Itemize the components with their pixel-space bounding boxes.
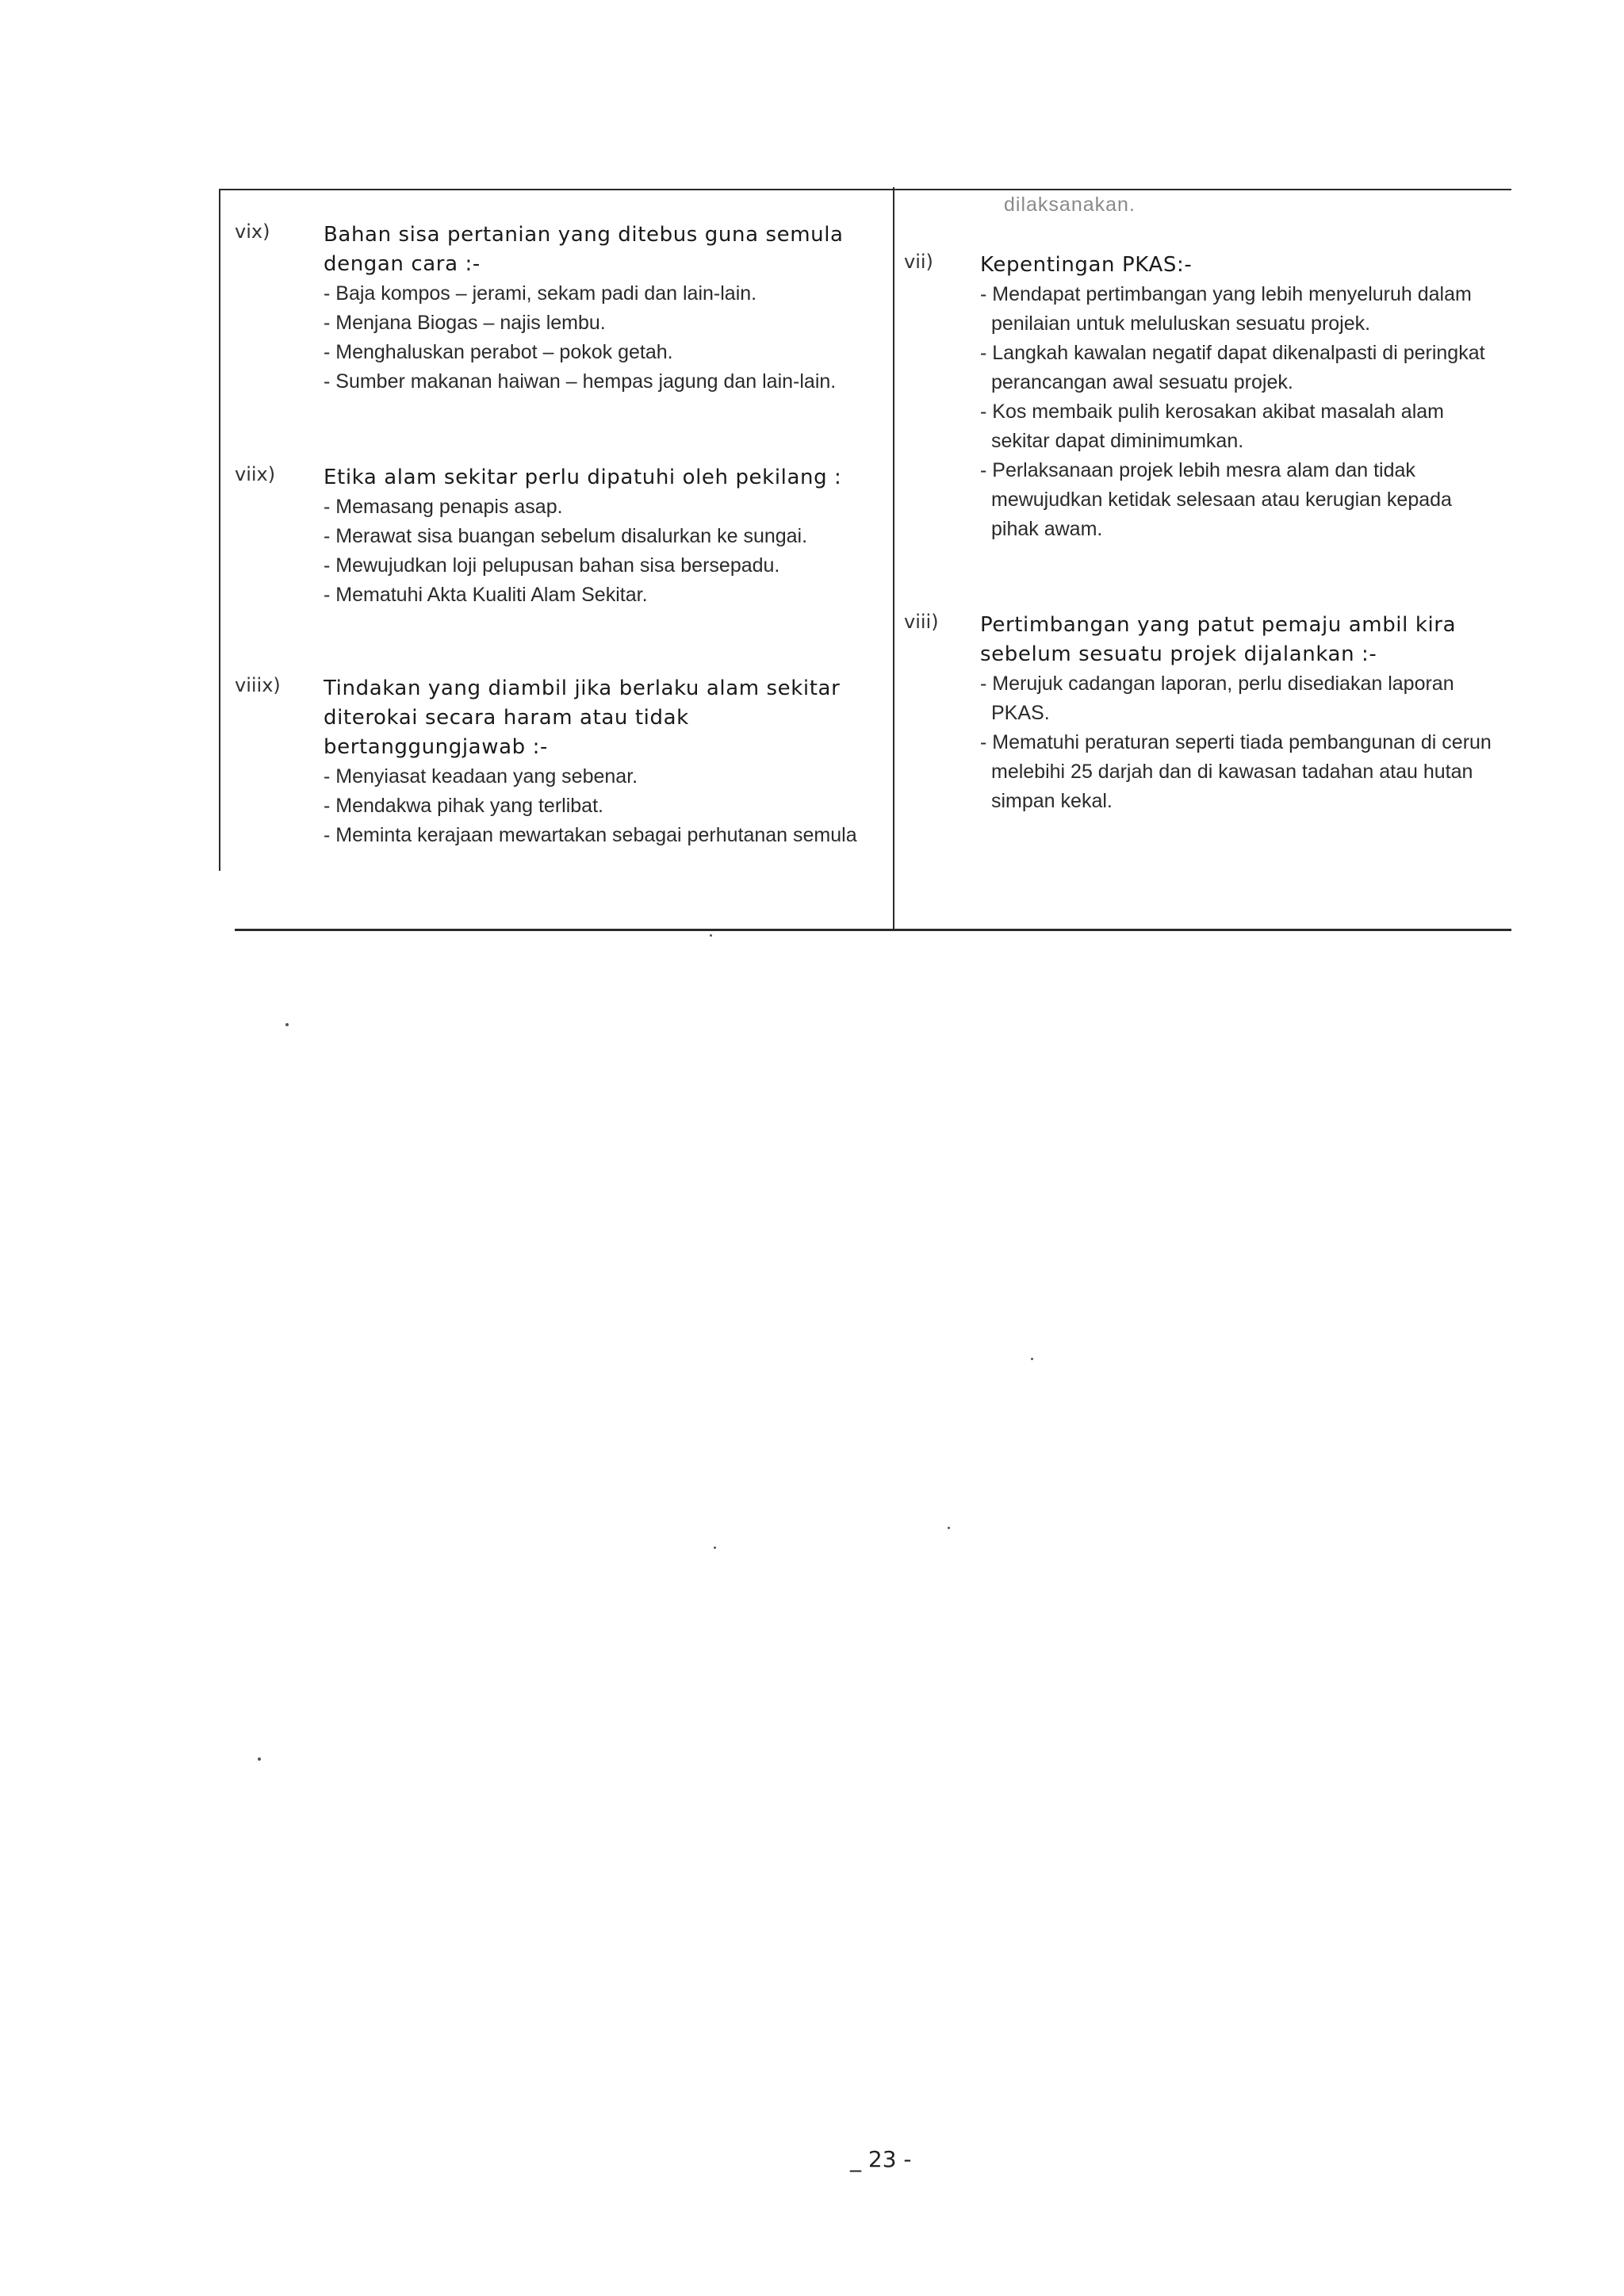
item-content — [980, 251, 1503, 544]
item-number: viii) — [904, 611, 939, 633]
item-heading: Kepentingan PKAS:- — [980, 253, 1193, 277]
item-content — [324, 463, 894, 610]
scan-speck — [714, 1547, 716, 1549]
item-heading: Bahan sisa pertanian yang ditebus guna semula dengan cara :- — [324, 223, 844, 276]
bullet: - Menghaluskan perabot – pokok getah. — [324, 341, 673, 363]
bullet: - Menjana Biogas – najis lembu. — [324, 312, 606, 334]
bullet: - Mendakwa pihak yang terlibat. — [324, 795, 603, 817]
item-heading: Tindakan yang diambil jika berlaku alam sekitar diterokai secara haram atau tidak bertanggungjawab :- — [324, 677, 841, 759]
table-top-rule — [219, 189, 1511, 190]
bullet: - Perlaksanaan projek lebih mesra alam dan tidak mewujudkan ketidak selesaan atau kerugian kepada pihak awam. — [980, 459, 1452, 540]
page-number: _ 23 - — [850, 2146, 912, 2172]
item-number: vii) — [904, 251, 933, 273]
bullet: - Sumber makanan haiwan – hempas jagung dan lain-lain. — [324, 370, 837, 393]
scan-speck — [285, 1023, 289, 1026]
bullet: - Mendapat pertimbangan yang lebih menyeluruh dalam penilaian untuk meluluskan sesuatu projek. — [980, 283, 1472, 335]
bullet: - Merujuk cadangan laporan, perlu disediakan laporan PKAS. — [980, 673, 1454, 724]
item-number: viix) — [235, 463, 276, 485]
scan-speck — [710, 934, 712, 937]
bullet: - Mewujudkan loji pelupusan bahan sisa bersepadu. — [324, 554, 780, 577]
bullet: - Merawat sisa buangan sebelum disalurkan ke sungai. — [324, 525, 808, 547]
bullet: - Mematuhi Akta Kualiti Alam Sekitar. — [324, 584, 648, 606]
item-content — [980, 611, 1503, 816]
item-content — [324, 674, 887, 850]
bullet: - Baja kompos – jerami, sekam padi dan lain-lain. — [324, 282, 757, 305]
scan-speck — [258, 1757, 261, 1761]
table-left-border — [219, 189, 220, 871]
bullet: - Menyiasat keadaan yang sebenar. — [324, 765, 638, 788]
scan-speck — [948, 1527, 950, 1529]
table-bottom-rule — [235, 929, 1511, 931]
bullet: - Meminta kerajaan mewartakan sebagai perhutanan semula — [324, 824, 857, 846]
item-number: viiix) — [235, 674, 281, 696]
scan-speck — [1031, 1358, 1033, 1360]
bullet: - Memasang penapis asap. — [324, 496, 563, 518]
item-heading: Etika alam sekitar perlu dipatuhi oleh pekilang : — [324, 466, 842, 489]
continuation-text: dilaksanakan. — [1004, 194, 1136, 216]
item-content — [324, 220, 879, 397]
item-heading: Pertimbangan yang patut pemaju ambil kira sebelum sesuatu projek dijalankan :- — [980, 613, 1457, 666]
item-number: vix) — [235, 220, 270, 243]
bullet: - Mematuhi peraturan seperti tiada pembangunan di cerun melebihi 25 darjah dan di kawasan tadahan atau hutan simpan kekal. — [980, 731, 1492, 812]
bullet: - Langkah kawalan negatif dapat dikenalpasti di peringkat perancangan awal sesuatu projek. — [980, 342, 1485, 393]
bullet: - Kos membaik pulih kerosakan akibat masalah alam sekitar dapat diminimumkan. — [980, 401, 1444, 452]
